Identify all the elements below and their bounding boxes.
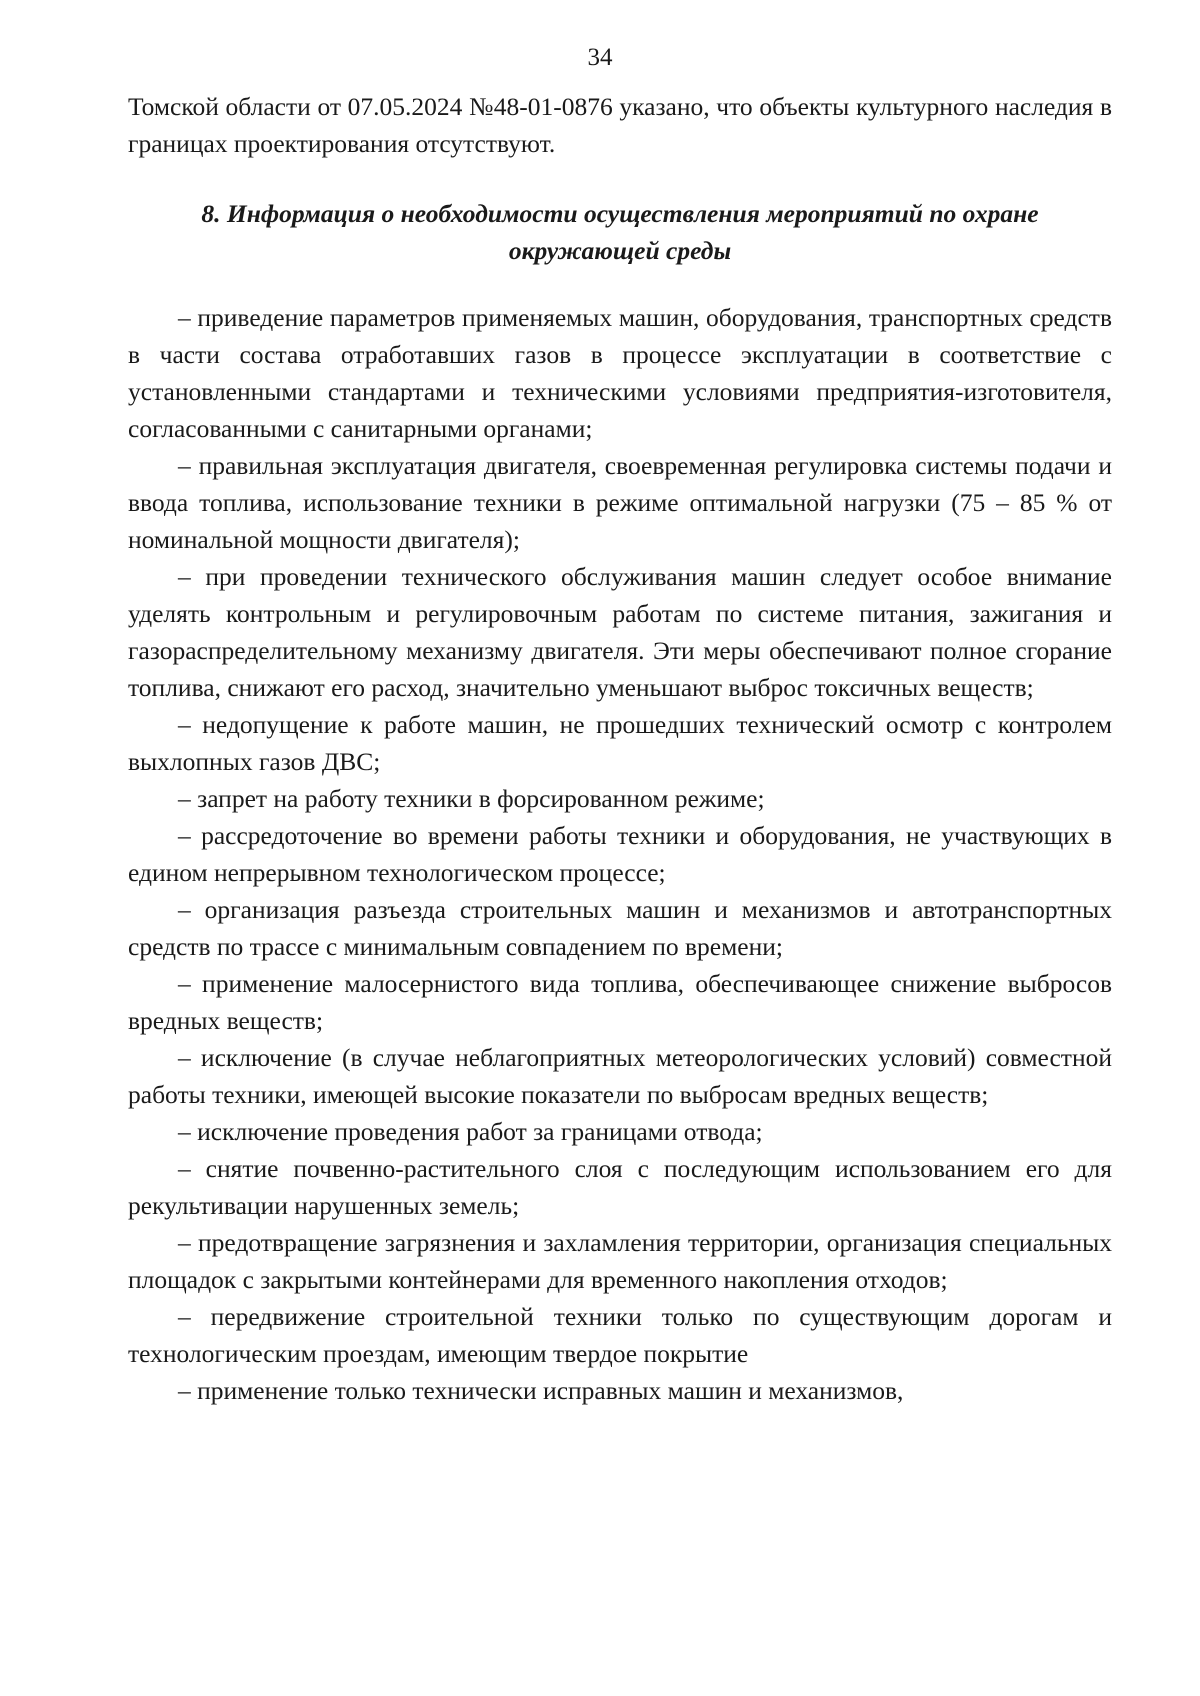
list-item: – недопущение к работе машин, не прошедших технический осмотр с контролем выхлопных газов ДВС; bbox=[128, 710, 1112, 776]
section-heading: 8. Информация о необходимости осуществления мероприятий по охране окружающей среды bbox=[201, 199, 1039, 265]
list-item: – организация разъезда строительных машин и механизмов и автотранспортных средств по трассе с минимальным совпадением по времени; bbox=[128, 895, 1112, 961]
intro-paragraph: Томской области от 07.05.2024 №48-01-0876 указано, что объекты культурного наследия в границах проектирования отсутствуют. bbox=[128, 92, 1112, 158]
list-item: – приведение параметров применяемых машин, оборудования, транспортных средств в части состава отработавших газов в процессе эксплуатации в соответствие с установленными стандартами и техническими условиями предприятия-изготовителя, согласованными с санитарными органами; bbox=[128, 303, 1112, 443]
list-item: – при проведении технического обслуживания машин следует особое внимание уделять контрольным и регулировочным работам по системе питания, зажигания и газораспределительному механизму двигателя. Эти меры обеспечивают полное сгорание топлива, снижают его расход, значительно уменьшают выброс токсичных веществ; bbox=[128, 562, 1112, 702]
list-item: – рассредоточение во времени работы техники и оборудования, не участвующих в едином непрерывном технологическом процессе; bbox=[128, 821, 1112, 887]
list-item: – применение малосернистого вида топлива, обеспечивающее снижение выбросов вредных веществ; bbox=[128, 969, 1112, 1035]
list-item: – применение только технически исправных машин и механизмов, bbox=[178, 1376, 904, 1405]
list-item: – исключение проведения работ за границами отвода; bbox=[178, 1117, 763, 1146]
page-number: 34 bbox=[587, 44, 613, 71]
page-content bbox=[128, 88, 1112, 1409]
list-item: – предотвращение загрязнения и захламления территории, организация специальных площадок с закрытыми контейнерами для временного накопления отходов; bbox=[128, 1228, 1112, 1294]
list-item: – запрет на работу техники в форсированном режиме; bbox=[178, 784, 765, 813]
list-item: – исключение (в случае неблагоприятных метеорологических условий) совместной работы техники, имеющей высокие показатели по выбросам вредных веществ; bbox=[128, 1043, 1112, 1109]
list-item: – снятие почвенно-растительного слоя с последующим использованием его для рекультивации нарушенных земель; bbox=[128, 1154, 1112, 1220]
list-item: – правильная эксплуатация двигателя, своевременная регулировка системы подачи и ввода топлива, использование техники в режиме оптимальной нагрузки (75 – 85 % от номинальной мощности двигателя); bbox=[128, 451, 1112, 554]
list-item: – передвижение строительной техники только по существующим дорогам и технологическим проездам, имеющим твердое покрытие bbox=[128, 1302, 1112, 1368]
